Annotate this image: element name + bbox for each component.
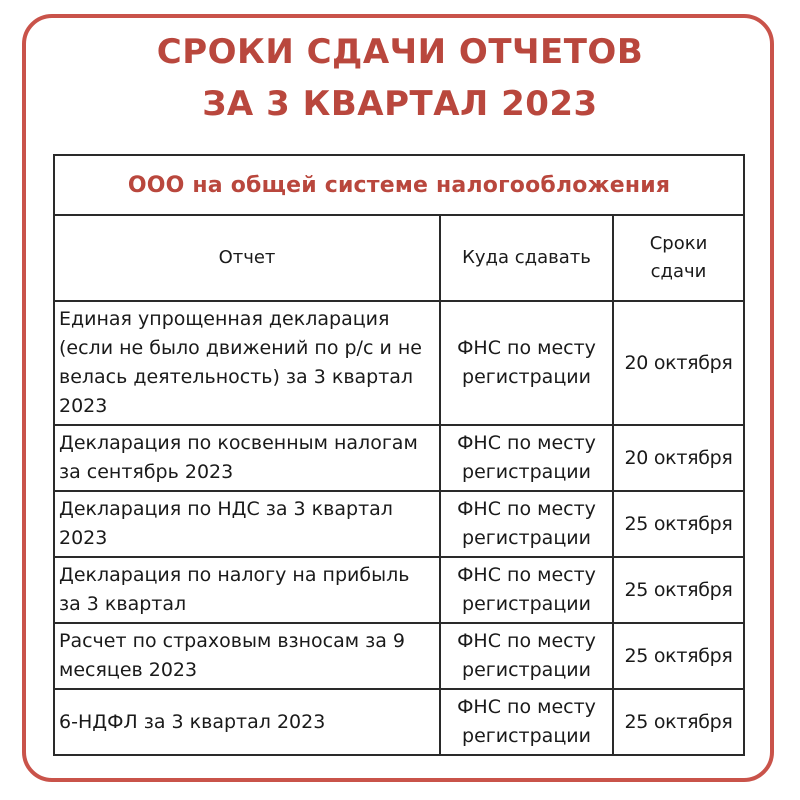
report-cell: Декларация по налогу на прибыль за 3 квартал	[54, 557, 440, 623]
deadline-cell: 25 октября	[613, 689, 744, 755]
deadline-cell: 25 октября	[613, 623, 744, 689]
report-cell: Декларация по косвенным налогам за сентябрь 2023	[54, 425, 440, 491]
where-cell	[440, 425, 613, 491]
header-deadline-line-1: Сроки	[649, 233, 708, 254]
header-deadline	[613, 215, 744, 301]
table-row	[54, 425, 744, 491]
where-line-2: регистрации	[462, 593, 591, 615]
where-line-2: регистрации	[462, 659, 591, 681]
where-cell	[440, 301, 613, 425]
where-cell	[440, 623, 613, 689]
table-row	[54, 557, 744, 623]
deadline-cell: 20 октября	[613, 301, 744, 425]
where-line-2: регистрации	[462, 366, 591, 388]
where-line-1: ФНС по месту	[457, 498, 596, 520]
header-where: Куда сдавать	[440, 215, 613, 301]
table-row	[54, 491, 744, 557]
where-line-1: ФНС по месту	[457, 564, 596, 586]
where-line-1: ФНС по месту	[457, 432, 596, 454]
report-cell: Декларация по НДС за 3 квартал 2023	[54, 491, 440, 557]
deadline-cell: 20 октября	[613, 425, 744, 491]
where-line-2: регистрации	[462, 527, 591, 549]
table-row	[54, 623, 744, 689]
header-report: Отчет	[54, 215, 440, 301]
deadline-cell: 25 октября	[613, 491, 744, 557]
table-row	[54, 689, 744, 755]
header-deadline-line-2: сдачи	[650, 261, 707, 282]
page-title-line-1: СРОКИ СДАЧИ ОТЧЕТОВ	[156, 32, 644, 72]
deadlines-table	[53, 154, 745, 756]
where-line-1: ФНС по месту	[457, 630, 596, 652]
where-cell	[440, 491, 613, 557]
table-subtitle: ООО на общей системе налогообложения	[54, 155, 744, 215]
page-title-line-2: ЗА 3 КВАРТАЛ 2023	[202, 84, 598, 124]
where-line-1: ФНС по месту	[457, 337, 596, 359]
table-row	[54, 301, 744, 425]
where-line-2: регистрации	[462, 725, 591, 747]
table-subtitle-row	[54, 155, 744, 215]
where-cell	[440, 689, 613, 755]
where-line-1: ФНС по месту	[457, 696, 596, 718]
table-header-row	[54, 215, 744, 301]
where-line-2: регистрации	[462, 461, 591, 483]
where-cell	[440, 557, 613, 623]
report-cell: Единая упрощенная декларация (если не было движений по р/с и не велась деятельность) за 3 квартал 2023	[54, 301, 440, 425]
report-cell: 6-НДФЛ за 3 квартал 2023	[54, 689, 440, 755]
deadline-cell: 25 октября	[613, 557, 744, 623]
report-cell: Расчет по страховым взносам за 9 месяцев 2023	[54, 623, 440, 689]
